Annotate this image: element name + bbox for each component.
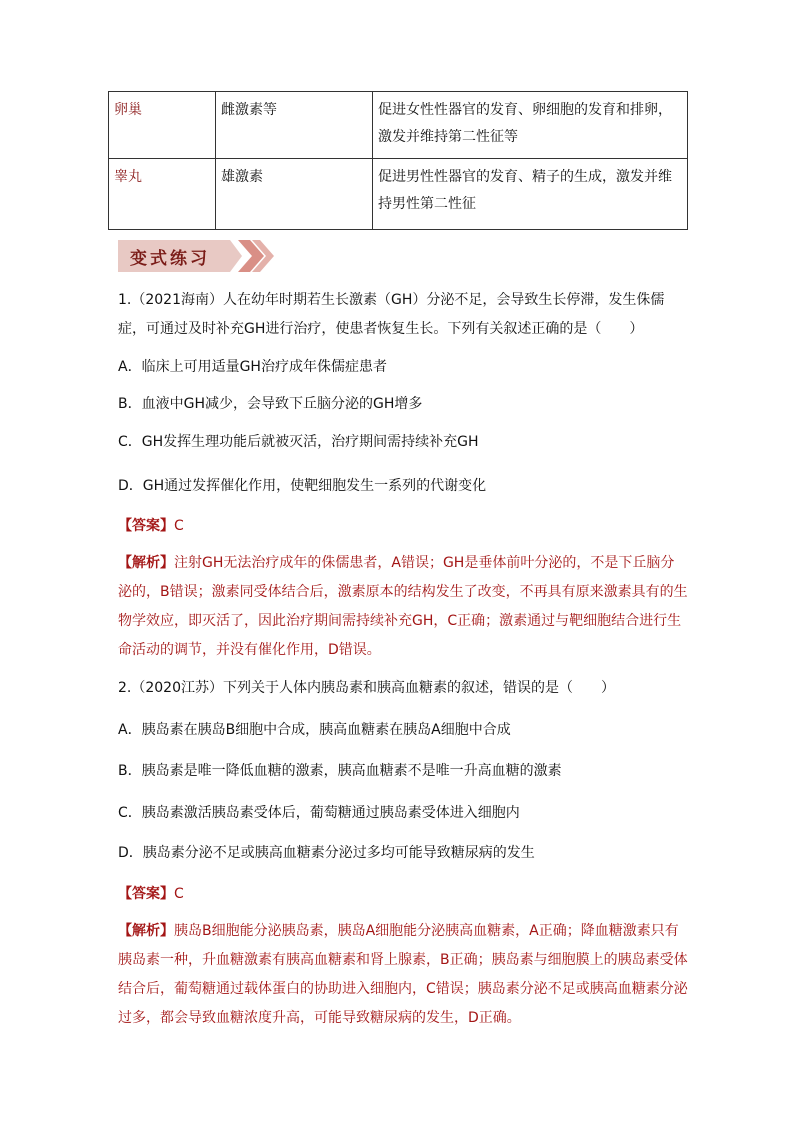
table-row (109, 92, 688, 159)
answer-tag: 【答案】 (118, 886, 174, 902)
analysis-tag: 【解析】 (118, 555, 174, 571)
organ-cell: 卵巢 (109, 92, 216, 159)
question-1-stem: 1.（2021海南）人在幼年时期若生长激素（GH）分泌不足，会导致生长停滞，发生侏儒症，可通过及时补充GH进行治疗，使患者恢复生长。下列有关叙述正确的是（ ） (118, 292, 665, 337)
answer-tag: 【答案】 (118, 518, 174, 534)
answer-value: C (174, 518, 184, 534)
hormone-table (108, 91, 688, 230)
question-2-option-a: A．胰岛素在胰岛B细胞中合成，胰高血糖素在胰岛A细胞中合成 (118, 722, 511, 738)
section-title: 变式练习 (130, 249, 210, 269)
hormone-cell: 雄激素 (216, 159, 373, 230)
hormone-cell: 雌激素等 (216, 92, 373, 159)
question-1-analysis (118, 549, 688, 665)
question-2-option-b: B．胰岛素是唯一降低血糖的激素，胰高血糖素不是唯一升高血糖的激素 (118, 763, 562, 779)
question-2-option-c: C．胰岛素激活胰岛素受体后，葡萄糖通过胰岛素受体进入细胞内 (118, 805, 520, 821)
table-row (109, 159, 688, 230)
analysis-tag: 【解析】 (118, 923, 174, 939)
question-1-answer (118, 515, 184, 535)
function-cell: 促进女性性器官的发育、卵细胞的发育和排卵，激发并维持第二性征等 (373, 92, 688, 159)
question-1-option-a: A．临床上可用适量GH治疗成年侏儒症患者 (118, 359, 387, 375)
question-2-option-d: D．胰岛素分泌不足或胰高血糖素分泌过多均可能导致糖尿病的发生 (118, 845, 535, 861)
section-banner (118, 238, 278, 274)
organ-cell: 睾丸 (109, 159, 216, 230)
question-1-option-b: B．血液中GH减少，会导致下丘脑分泌的GH增多 (118, 396, 423, 412)
function-cell: 促进男性性器官的发育、精子的生成，激发并维持男性第二性征 (373, 159, 688, 230)
question-2-stem: 2.（2020江苏）下列关于人体内胰岛素和胰高血糖素的叙述，错误的是（ ） (118, 680, 615, 696)
question-1-option-d: D．GH通过发挥催化作用，使靶细胞发生一系列的代谢变化 (118, 478, 487, 494)
question-1-option-c: C．GH发挥生理功能后就被灭活，治疗期间需持续补充GH (118, 434, 479, 450)
answer-value: C (174, 886, 184, 902)
question-2-analysis (118, 917, 688, 1033)
analysis-text: 注射GH无法治疗成年的侏儒患者，A错误；GH是垂体前叶分泌的，不是下丘脑分泌的，B错误；激素同受体结合后，激素原本的结构发生了改变，不再具有原来激素具有的生物学效应，即灭活了，因此治疗期间需持续补充GH，C正确；激素通过与靶细胞结合进行生命活动的调节，并没有催化作用，D错误。 (118, 555, 688, 658)
analysis-text: 胰岛B细胞能分泌胰岛素，胰岛A细胞能分泌胰高血糖素，A正确；降血糖激素只有胰岛素一种，升血糖激素有胰高血糖素和肾上腺素，B正确；胰岛素与细胞膜上的胰岛素受体结合后，葡萄糖通过载体蛋白的协助进入细胞内，C错误；胰岛素分泌不足或胰高血糖素分泌过多，都会导致血糖浓度升高，可能导致糖尿病的发生，D正确。 (118, 923, 688, 1026)
question-2-answer (118, 883, 184, 903)
